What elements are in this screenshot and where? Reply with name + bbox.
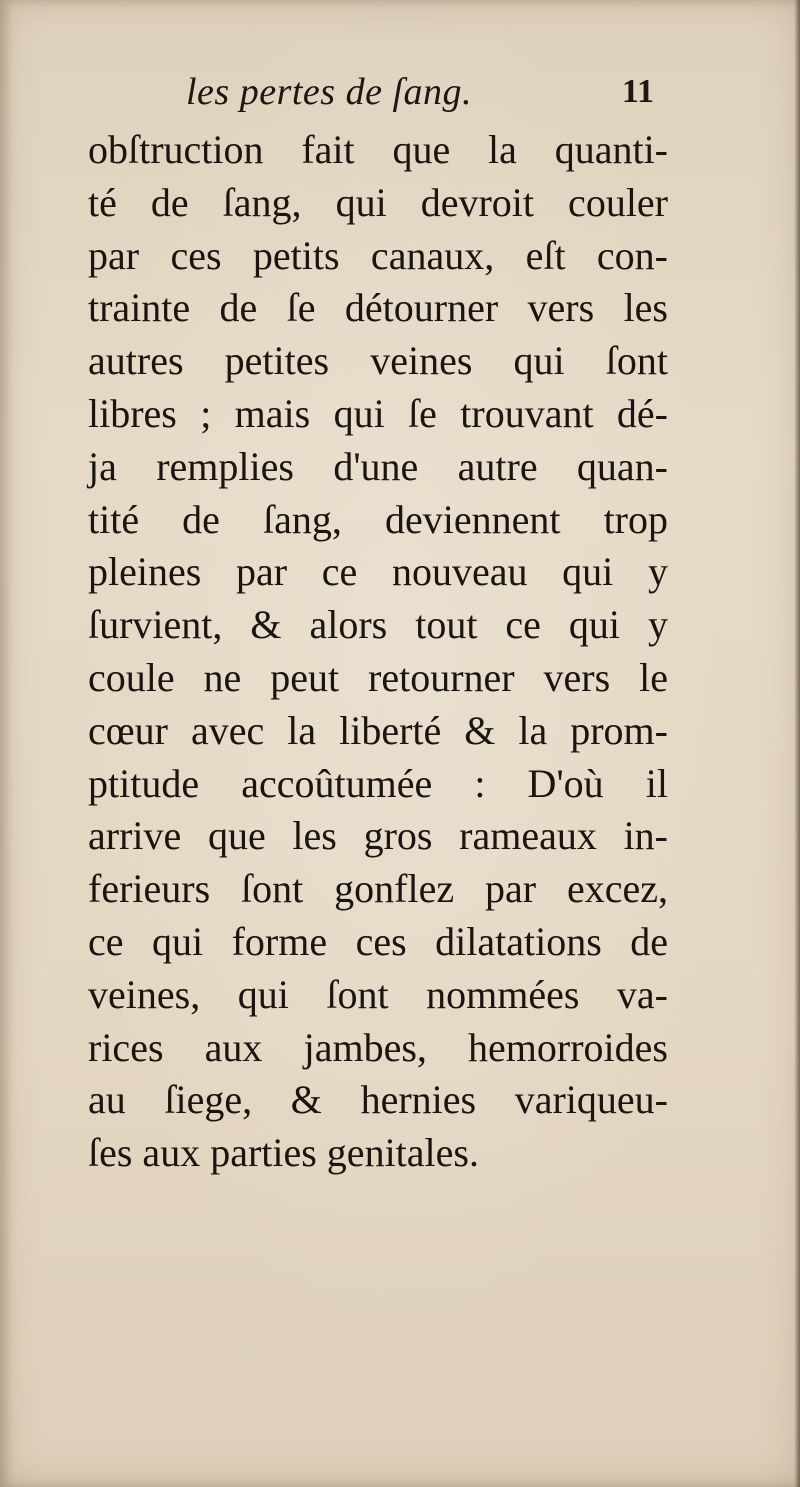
text-line: té de ſang, qui devroit couler xyxy=(88,179,668,225)
running-head-title: les pertes de ſang. xyxy=(186,71,473,113)
text-line: autres petites veines qui ſont xyxy=(88,338,668,384)
text-line: ce qui forme ces dilatations de xyxy=(88,918,668,964)
text-line: cœur avec la liberté & la prom- xyxy=(88,707,668,753)
text-line: obſtruction fait que la quanti- xyxy=(88,127,668,172)
text-line: libres ; mais qui ſe trouvant dé- xyxy=(88,390,668,436)
text-line: rices aux jambes, hemorroides xyxy=(88,1024,668,1070)
text-line: ptitude accoûtumée : D'où il xyxy=(88,760,668,806)
text-line: ja remplies d'une autre quan- xyxy=(88,443,668,489)
text-line: arrive que les gros rameaux in- xyxy=(88,813,668,859)
text-line: ſurvient, & alors tout ce qui y xyxy=(88,602,668,648)
text-line: par ces petits canaux, eſt con- xyxy=(88,232,668,278)
text-line: tité de ſang, deviennent trop xyxy=(88,496,668,542)
text-line: coule ne peut retourner vers le xyxy=(88,654,668,700)
text-line: ferieurs ſont gonflez par excez, xyxy=(88,866,668,912)
text-line: pleines par ce nouveau qui y xyxy=(88,549,668,595)
text-line: trainte de ſe détourner vers les xyxy=(88,285,668,331)
running-head xyxy=(186,66,654,118)
page-number: 11 xyxy=(621,73,654,110)
text-line: au ſiege, & hernies variqueu- xyxy=(88,1077,668,1123)
body-text xyxy=(88,124,668,1180)
text-line: veines, qui ſont nommées va- xyxy=(88,971,668,1017)
text-line-last: ſes aux parties genitales. xyxy=(88,1130,479,1176)
